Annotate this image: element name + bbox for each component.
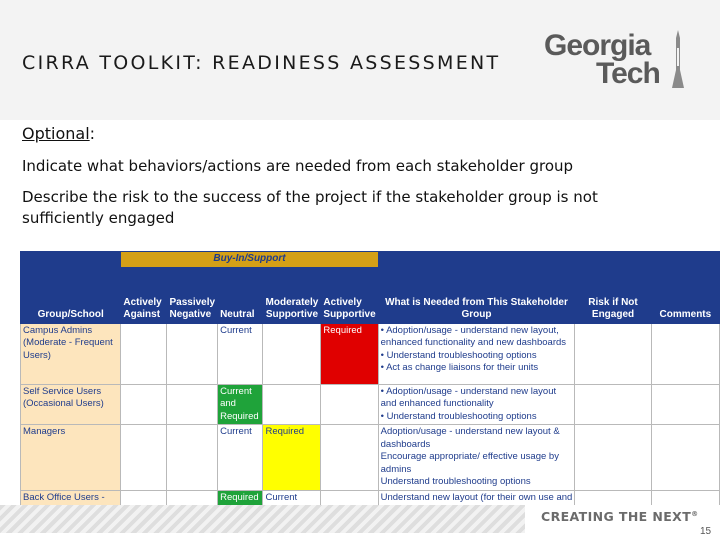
cell-risk <box>575 384 651 425</box>
optional-heading <box>22 124 95 143</box>
cell-moderately-supportive: Current <box>263 490 321 518</box>
cell-moderately-supportive <box>263 384 321 425</box>
table-row <box>21 323 720 384</box>
readiness-table <box>20 251 720 503</box>
needs-line: • Adoption/usage - understand new layout, <box>380 324 559 336</box>
optional-colon: : <box>89 124 96 143</box>
buyin-header: Buy-In/Support <box>121 252 378 268</box>
header-moderately-supportive: Moderately Supportive <box>263 295 321 323</box>
header-actively-supportive: Actively Supportive <box>321 295 378 323</box>
cell-moderately-supportive <box>263 323 321 384</box>
cell-passively-negative <box>167 384 218 425</box>
row-group: Back Office Users - <box>21 490 121 518</box>
cell-actively-against <box>121 384 167 425</box>
footer-slogan <box>541 509 699 524</box>
needs-line: Understand troubleshooting options <box>380 476 531 487</box>
slogan-text: CREATING THE NEXT <box>541 509 692 524</box>
row-group: Self Service Users (Occasional Users) <box>21 384 121 425</box>
needs-line: • Adoption/usage - understand new layout <box>380 385 557 397</box>
needs-line: Understand new layout (for their own use and <box>380 491 573 503</box>
cell-comments <box>651 323 719 384</box>
logo-line-1: Georgia <box>544 29 651 62</box>
slide-title: CIRRA TOOLKIT: READINESS ASSESSMENT <box>22 52 501 74</box>
cell-needs <box>378 425 575 491</box>
optional-label: Optional <box>22 124 90 143</box>
logo-line-2: Tech <box>596 57 660 90</box>
stakeholder-table <box>20 251 720 519</box>
page-number: 15 <box>700 526 712 537</box>
needs-line: and enhanced functionality <box>380 398 494 409</box>
table-row <box>21 384 720 425</box>
cell-risk <box>575 425 651 491</box>
needs-line: • Act as change liaisons for their units <box>380 362 539 373</box>
row-group: Managers <box>21 425 121 491</box>
cell-neutral: Required <box>218 490 263 518</box>
header-actively-against: Actively Against <box>121 295 167 323</box>
cell-actively-supportive <box>321 384 378 425</box>
needs-line: • Understand troubleshooting options <box>380 349 537 361</box>
needs-line: • Understand troubleshooting options <box>380 410 537 422</box>
needs-line: admins <box>380 463 412 475</box>
tech-tower-icon <box>668 30 688 92</box>
cell-needs <box>378 323 575 384</box>
needs-line: Adoption/usage - understand new layout & <box>380 426 560 437</box>
needs-line: enhanced functionality and new dashboards <box>380 337 567 348</box>
header-what-needed: What is Needed from This Stakeholder Group <box>378 252 575 324</box>
georgia-tech-logo <box>542 30 692 92</box>
buyin-spacer <box>121 267 378 295</box>
header-passively-negative: Passively Negative <box>167 295 218 323</box>
cell-needs <box>378 384 575 425</box>
cell-comments <box>651 384 719 425</box>
cell-actively-supportive <box>321 425 378 491</box>
trademark-mark: ® <box>691 509 699 518</box>
cell-actively-against <box>121 425 167 491</box>
cell-neutral: Current <box>218 323 263 384</box>
cell-passively-negative <box>167 425 218 491</box>
needs-line: Encourage appropriate/ effective usage by <box>380 451 559 462</box>
cell-comments <box>651 425 719 491</box>
risk-instruction: Describe the risk to the success of the project if the stakeholder group is not sufficiently engaged <box>22 188 598 227</box>
cell-passively-negative <box>167 323 218 384</box>
behaviors-instruction: Indicate what behaviors/actions are needed from each stakeholder group <box>22 157 574 175</box>
row-group: Campus Admins (Moderate - Frequent Users) <box>21 323 121 384</box>
header-blank <box>21 252 121 296</box>
cell-actively-supportive: Required <box>321 323 378 384</box>
header-comments: Comments <box>651 252 719 324</box>
cell-moderately-supportive: Required <box>263 425 321 491</box>
header-group: Group/School <box>21 295 121 323</box>
header-risk: Risk if Not Engaged <box>575 252 651 324</box>
cell-neutral: Current and Required <box>218 384 263 425</box>
needs-line: dashboards <box>380 438 431 450</box>
cell-neutral: Current <box>218 425 263 491</box>
table-row <box>21 425 720 491</box>
header-neutral: Neutral <box>218 295 263 323</box>
cell-risk <box>575 323 651 384</box>
cell-actively-against <box>121 323 167 384</box>
